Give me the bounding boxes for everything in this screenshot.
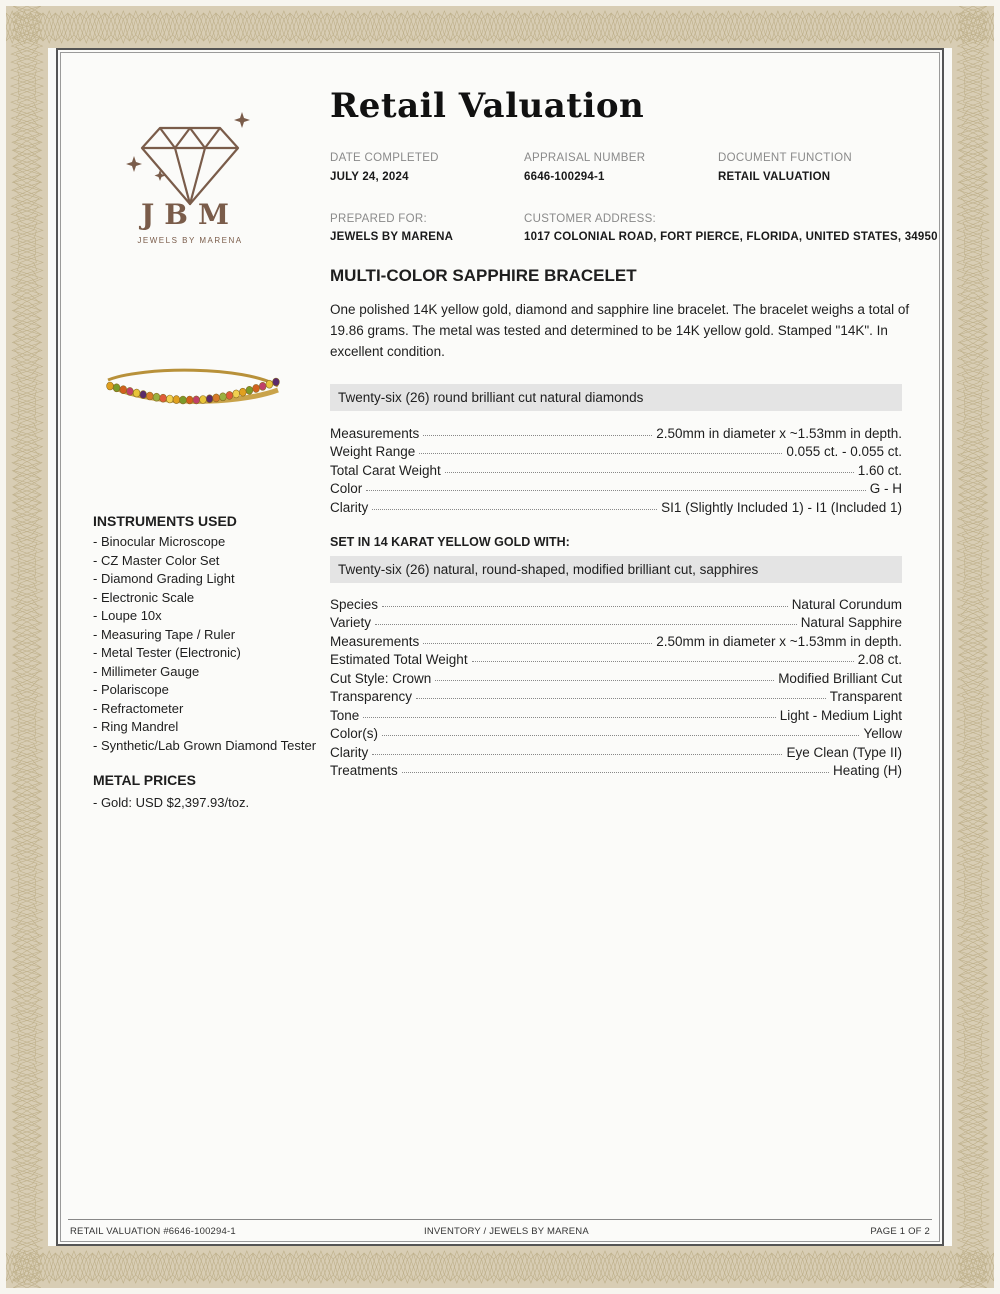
list-item: - Refractometer (93, 700, 184, 716)
detail-row (330, 686, 902, 705)
dot-leader (423, 435, 652, 436)
detail-row (330, 649, 902, 668)
dot-leader (366, 490, 865, 491)
logo-wordmark: JBM (141, 198, 239, 231)
detail-label: Variety (330, 615, 372, 630)
gemstone (246, 386, 253, 394)
gemstone (266, 380, 273, 388)
gemstone (133, 389, 140, 397)
dot-leader (445, 472, 854, 473)
detail-row (330, 741, 902, 760)
dot-leader (375, 624, 797, 625)
list-item: - Ring Mandrel (93, 719, 179, 734)
detail-value: 2.50mm in diameter x ~1.53mm in depth. (656, 633, 902, 649)
dot-leader (372, 754, 782, 755)
detail-row (330, 760, 902, 779)
detail-value: Transparent (829, 689, 902, 704)
detail-label: Color (330, 481, 363, 496)
detail-label: Treatments (330, 763, 398, 778)
detail-value: Eye Clean (Type II) (786, 744, 902, 760)
gemstone (113, 384, 120, 392)
detail-row (330, 422, 902, 441)
gemstone (239, 388, 246, 396)
gemstone (140, 391, 147, 399)
gemstone (186, 396, 193, 404)
detail-label: Color(s) (330, 726, 379, 741)
detail-label: Tone (330, 707, 360, 723)
document-function-label: DOCUMENT FUNCTION (718, 152, 852, 164)
gemstone (226, 391, 233, 399)
dot-leader (423, 643, 652, 644)
dot-leader (382, 735, 859, 736)
gemstone (253, 384, 260, 392)
instruments-list (93, 533, 316, 755)
list-item: - Synthetic/Lab Grown Diamond Tester (93, 737, 317, 753)
sapphires-details (330, 593, 902, 778)
gemstone (220, 393, 227, 401)
gemstone (127, 387, 134, 395)
detail-value: Modified Brilliant Cut (778, 670, 902, 686)
list-item: - Binocular Microscope (93, 534, 226, 549)
bracelet-image (104, 362, 282, 412)
metal-prices-title: METAL PRICES (93, 772, 196, 788)
diamonds-details (330, 422, 902, 515)
footer-left: RETAIL VALUATION #6646-100294-1 (70, 1226, 236, 1237)
detail-row (330, 723, 902, 742)
detail-value: 1.60 ct. (857, 462, 902, 478)
appraisal-number-value: 6646-100294-1 (524, 171, 605, 183)
detail-label: Clarity (330, 744, 369, 760)
prepared-for-label: PREPARED FOR: (330, 213, 427, 225)
list-item: - Gold: USD $2,397.93/toz. (93, 795, 250, 810)
footer-page-number: PAGE 1 OF 2 (870, 1226, 930, 1237)
detail-row (330, 593, 902, 612)
diamonds-summary-band: Twenty-six (26) round brilliant cut natural diamonds (330, 384, 902, 411)
gemstone (173, 396, 180, 404)
document-title: Retail Valuation (330, 86, 645, 126)
item-description: One polished 14K yellow gold, diamond and sapphire line bracelet. The bracelet weighs a total of 19.86 grams. The metal was tested and determined to be 14K yellow gold. Stamped "14K". In excellent condition. (330, 302, 910, 359)
detail-row (330, 704, 902, 723)
list-item: - Polariscope (93, 682, 169, 697)
gemstone (120, 386, 127, 394)
detail-value: 0.055 ct. - 0.055 ct. (786, 444, 902, 459)
dot-leader (416, 698, 826, 699)
gemstone (259, 382, 266, 390)
dot-leader (419, 453, 782, 454)
list-item: - CZ Master Color Set (93, 552, 220, 568)
item-title: MULTI-COLOR SAPPHIRE BRACELET (330, 266, 637, 285)
appraisal-number-label: APPRAISAL NUMBER (524, 152, 646, 164)
detail-label: Estimated Total Weight (330, 652, 468, 667)
detail-row (330, 630, 902, 649)
gemstone (273, 378, 280, 386)
detail-label: Measurements (330, 633, 420, 649)
dot-leader (372, 509, 657, 510)
gemstone (200, 396, 207, 404)
gemstone (233, 390, 240, 398)
detail-label: Clarity (330, 499, 369, 515)
detail-value: Natural Sapphire (800, 615, 902, 630)
detail-value: Natural Corundum (791, 596, 902, 612)
gemstone (146, 392, 153, 400)
detail-value: G - H (869, 481, 902, 496)
gemstone (206, 395, 213, 403)
date-completed-label: DATE COMPLETED (330, 152, 439, 164)
gemstone (160, 394, 167, 402)
gemstone (193, 396, 200, 404)
detail-label: Weight Range (330, 444, 416, 459)
detail-label: Measurements (330, 425, 420, 441)
dot-leader (472, 661, 854, 662)
dot-leader (402, 772, 829, 773)
detail-label: Cut Style: Crown (330, 670, 432, 686)
detail-row (330, 612, 902, 631)
dot-leader (435, 680, 774, 681)
instruments-title: INSTRUMENTS USED (93, 513, 237, 529)
setting-title: SET IN 14 KARAT YELLOW GOLD WITH: (330, 535, 570, 549)
dot-leader (363, 717, 775, 718)
detail-row (330, 496, 902, 515)
document-function-value: RETAIL VALUATION (718, 171, 831, 183)
detail-value: Yellow (863, 726, 902, 741)
list-item: - Electronic Scale (93, 589, 195, 605)
list-item: - Diamond Grading Light (93, 571, 235, 586)
customer-address-label: CUSTOMER ADDRESS: (524, 213, 657, 225)
prepared-for-value: JEWELS BY MARENA (330, 231, 454, 243)
sapphires-summary-band: Twenty-six (26) natural, round-shaped, modified brilliant cut, sapphires (330, 556, 902, 583)
list-item: - Loupe 10x (93, 608, 162, 623)
date-completed-value: JULY 24, 2024 (330, 171, 409, 183)
list-item: - Measuring Tape / Ruler (93, 626, 236, 642)
detail-row (330, 441, 902, 460)
detail-label: Species (330, 596, 379, 612)
footer-center: INVENTORY / JEWELS BY MARENA (424, 1226, 589, 1237)
detail-value: Heating (H) (832, 763, 902, 778)
footer-divider (68, 1219, 932, 1220)
detail-value: Light - Medium Light (779, 707, 902, 723)
customer-address-value: 1017 COLONIAL ROAD, FORT PIERCE, FLORIDA, UNITED STATES, 34950 (524, 231, 938, 243)
detail-value: SI1 (Slightly Included 1) - I1 (Included 1) (661, 499, 902, 515)
detail-row (330, 459, 902, 478)
gemstone (107, 382, 114, 390)
logo-tagline: JEWELS BY MARENA (137, 236, 243, 245)
detail-label: Total Carat Weight (330, 462, 441, 478)
gemstone (213, 394, 220, 402)
detail-row (330, 478, 902, 497)
dot-leader (382, 606, 788, 607)
detail-value: 2.50mm in diameter x ~1.53mm in depth. (656, 425, 902, 441)
gemstone (166, 395, 173, 403)
detail-value: 2.08 ct. (857, 652, 902, 667)
detail-row (330, 667, 902, 686)
gemstone (180, 396, 187, 404)
detail-label: Transparency (330, 689, 413, 704)
list-item: - Metal Tester (Electronic) (93, 645, 241, 660)
metal-prices-list (93, 794, 249, 813)
list-item: - Millimeter Gauge (93, 663, 200, 679)
gemstone (153, 393, 160, 401)
